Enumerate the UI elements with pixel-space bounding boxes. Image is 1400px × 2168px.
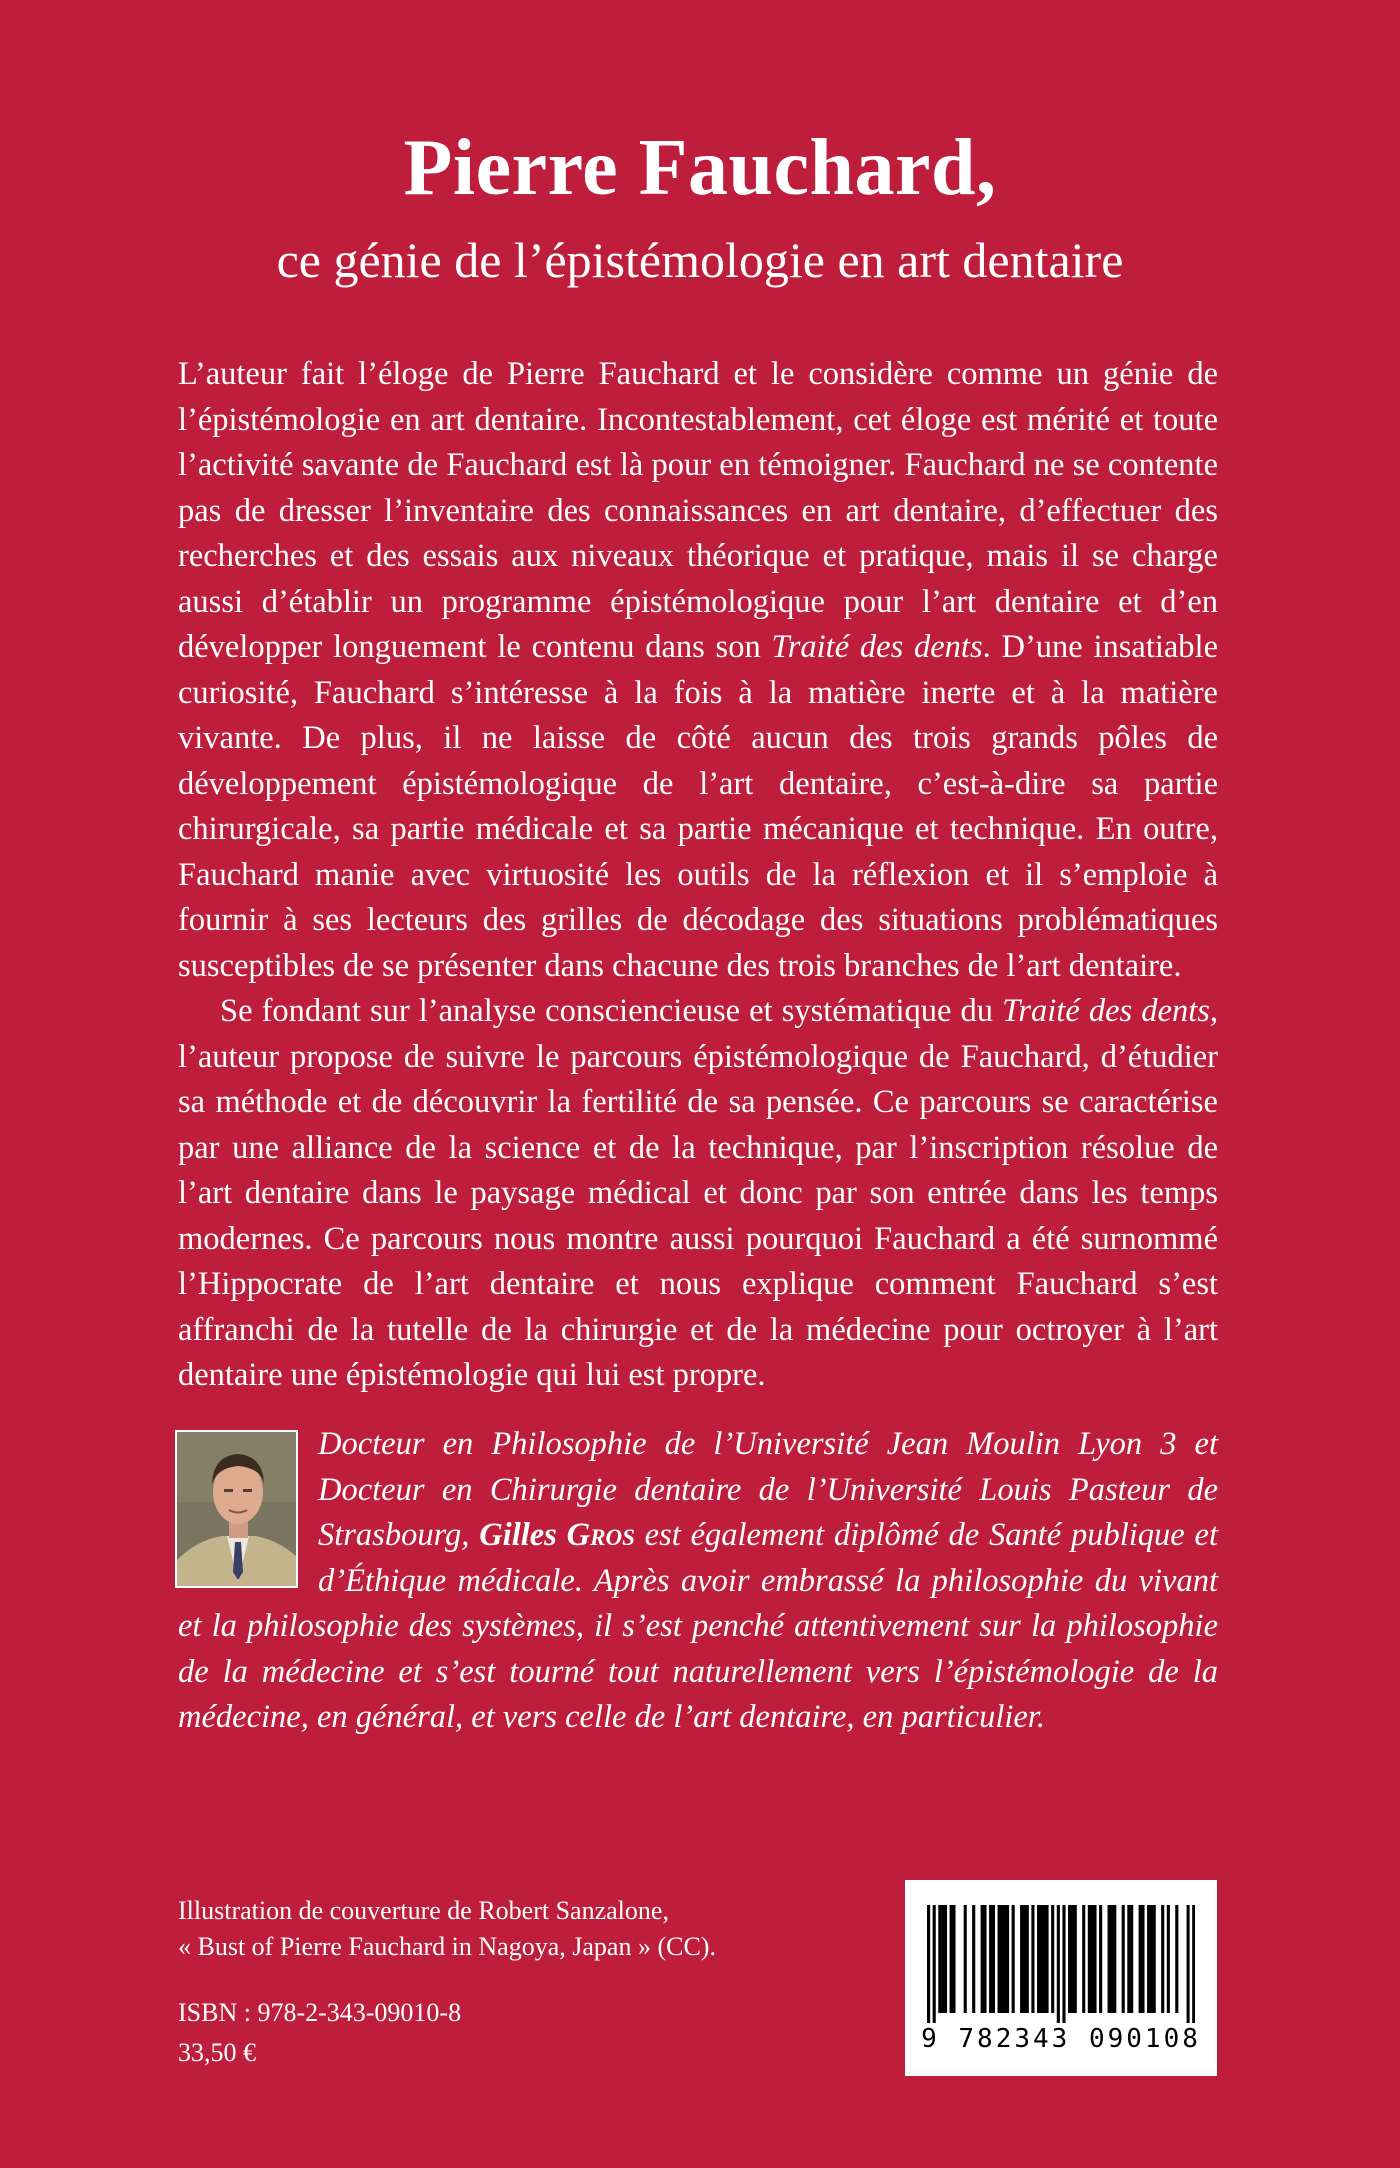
barcode-bar (1150, 1905, 1153, 2013)
author-first-name: Gilles (479, 1517, 557, 1553)
barcode-bar (1026, 1905, 1029, 2013)
barcode-bar (964, 1905, 967, 2013)
barcode (905, 1880, 1217, 2076)
barcode-bar (933, 1905, 936, 2023)
bio-text-before: Docteur en Philosophie de l’Université Jean Moulin Lyon 3 et Docteur en Chirurgie dentaire de l’Université Louis Pasteur de Strasbourg, (318, 1426, 1218, 1553)
barcode-bar (941, 1905, 944, 2013)
barcode-bar (1012, 1905, 1015, 2013)
barcode-bar (1192, 1905, 1195, 2023)
barcode-bar (1082, 1905, 1085, 2013)
book-title: Pierre Fauchard, (403, 124, 997, 212)
barcode-bar (950, 1905, 953, 2013)
price: 33,50 € (178, 2038, 256, 2067)
barcode-bar (938, 1905, 941, 2013)
barcode-bar (1023, 1905, 1026, 2013)
barcode-bar (1088, 1905, 1091, 2013)
barcode-bar (1153, 1905, 1156, 2013)
barcode-bar (1037, 1905, 1040, 2013)
barcode-bar (1071, 1905, 1074, 2013)
author-name (479, 1517, 635, 1553)
barcode-bar (1000, 1905, 1003, 2013)
bio-text-after: est également diplômé de Santé publique et d’Éthique médicale. Après avoir embrassé la philosophie du vivant et la philosophie des systèmes, il s’est penché attentivement sur la philosophie de la médecine et s’est tourné tout naturellement vers l’épistémologie de la médecine, en général, et vers celle de l’art dentaire, en particulier. (178, 1517, 1218, 1735)
barcode-bar (1122, 1905, 1125, 2013)
barcode-bar (1057, 1905, 1060, 2023)
barcode-bar (1068, 1905, 1071, 2013)
barcode-bar (1091, 1905, 1094, 2013)
barcode-bar (972, 1905, 975, 2013)
barcode-bar (1167, 1905, 1170, 2013)
barcode-bar (1051, 1905, 1054, 2013)
barcode-bar (989, 1905, 992, 2013)
author-last-name: Gros (566, 1517, 635, 1553)
barcode-bar (1127, 1905, 1130, 2013)
summary-p1-book-title: Traité des dents (771, 629, 983, 665)
barcode-bar (1045, 1905, 1048, 2013)
barcode-bar (952, 1905, 955, 2013)
summary-p2-text-b: , l’auteur propose de suivre le parcours épistémologique de Fauchard, d’étudier sa méthode et de découvrir la fertilité de sa pensée. Ce parcours se caractérise par une alliance de la science et de la technique, par l’inscription résolue de l’art dentaire dans le paysage médical et donc par son entrée dans les temps modernes. Ce parcours nous montre aussi pourquoi Fauchard a été surnommé l’Hippocrate de l’art dentaire et nous explique comment Fauchard s’est affranchi de la tutelle de la chirurgie et de la médecine pour octroyer à l’art dentaire une épistémologie qui lui est propre. (178, 993, 1218, 1393)
summary-p2-book-title: Traité des dents (1002, 993, 1210, 1029)
barcode-bar (1099, 1905, 1102, 2013)
summary-p2-text-a: Se fondant sur l’analyse consciencieuse et systématique du (220, 993, 1003, 1029)
barcode-bar (1043, 1905, 1046, 2013)
barcode-bar (1108, 1905, 1111, 2013)
credits-line-2: « Bust of Pierre Fauchard in Nagoya, Japan » (CC). (178, 1932, 716, 1961)
author-bio-paragraph (178, 1422, 1218, 1741)
summary-p1-text-a: L’auteur fait l’éloge de Pierre Fauchard et le considère comme un génie de l’épistémologie en art dentaire. Incontestablement, cet éloge est mérité et toute l’activité savante de Fauchard est là pour en témoigner. Fauchard ne se contente pas de dresser l’inventaire des connaissances en art dentaire, d’effectuer des recherches et des essais aux niveaux théorique et pratique, mais il se charge aussi d’établir un programme épistémologique pour l’art dentaire et d’en développer longuement le contenu dans son (178, 356, 1218, 665)
barcode-bar (1003, 1905, 1006, 2013)
barcode-bar (1113, 1905, 1116, 2013)
barcode-bar (1141, 1905, 1144, 2013)
barcode-bar (1175, 1905, 1178, 2013)
barcode-bar (927, 1905, 930, 2023)
barcode-number: 9 782343 090108 (921, 2024, 1201, 2054)
book-subtitle: ce génie de l’épistémologie en art dentaire (276, 232, 1124, 288)
isbn: ISBN : 978-2-343-09010-8 (178, 1998, 462, 2027)
credits-line-1: Illustration de couverture de Robert Sanzalone, (178, 1896, 669, 1925)
photo-wrap-space (178, 1422, 318, 1597)
barcode-bar (1062, 1905, 1065, 2023)
barcode-bar (998, 1905, 1001, 2013)
barcode-bar (944, 1905, 947, 2013)
summary-p1-text-b: . D’une insatiable curiosité, Fauchard s’intéresse à la fois à la matière inerte et à la matière vivante. De plus, il ne laisse de côté aucun des trois grands pôles de développement épistémologique de l’art dentaire, c’est-à-dire sa partie chirurgicale, sa partie médicale et sa partie mécanique et technique. En outre, Fauchard manie avec virtuosité les outils de la réflexion et il s’emploie à fournir à ses lecteurs des grilles de décodage des situations problématiques susceptibles de se présenter dans chacune des trois branches de l’art dentaire. (178, 629, 1219, 984)
barcode-bar (981, 1905, 984, 2013)
summary-paragraph-1 (178, 352, 1218, 989)
barcode-bar (992, 1905, 995, 2013)
barcode-bar (1020, 1905, 1023, 2013)
barcode-bars (927, 1905, 1195, 2023)
barcode-bar (1130, 1905, 1133, 2013)
cover-credits (178, 1893, 878, 1965)
barcode-bar (1139, 1905, 1142, 2013)
barcode-bar (1187, 1905, 1190, 2023)
barcode-bar (1031, 1905, 1034, 2013)
barcode-bar (1161, 1905, 1164, 2013)
barcode-bar (1040, 1905, 1043, 2013)
barcode-bar (983, 1905, 986, 2013)
summary-text (178, 352, 1218, 1399)
barcode-bar (1006, 1905, 1009, 2013)
barcode-bar (1147, 1905, 1150, 2013)
barcode-bar (1093, 1905, 1096, 2013)
barcode-bar (1110, 1905, 1113, 2013)
summary-paragraph-2 (178, 989, 1218, 1399)
barcode-bar (1074, 1905, 1077, 2013)
author-bio (178, 1422, 1218, 1741)
